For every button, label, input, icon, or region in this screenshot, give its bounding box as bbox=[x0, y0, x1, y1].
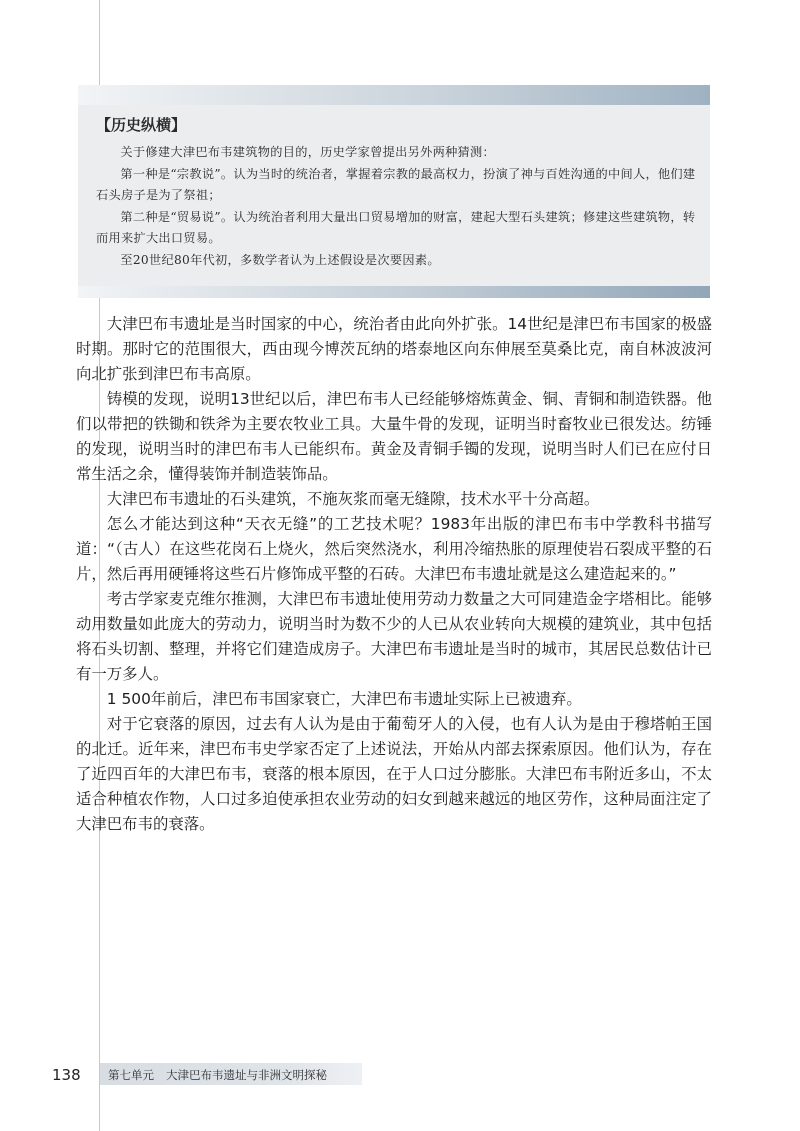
body-paragraph: 1 500年前后，津巴布韦国家衰亡，大津巴布韦遗址实际上已被遗弃。 bbox=[106, 690, 582, 708]
sidebar-bottom-band bbox=[78, 286, 710, 298]
main-text bbox=[76, 312, 712, 837]
sidebar-paragraph: 第二种是“贸易说”。认为统治者利用大量出口贸易增加的财富，建起大型石头建筑；修建这些建筑物，转而用来扩大出口贸易。 bbox=[96, 209, 696, 245]
chapter-label: 大津巴布韦遗址与非洲文明探秘 bbox=[166, 1068, 327, 1082]
body-paragraph: 考古学家麦克维尔推测，大津巴布韦遗址使用劳动力数量之大可同建造金字塔相比。能够动用数量如此庞大的劳动力，说明当时为数不少的人已从农业转向大规模的建筑业，其中包括将石头切割、整理，并将它们建造成房子。大津巴布韦遗址是当时的城市，其居民总数估计已有一万多人。 bbox=[76, 590, 712, 683]
sidebar-title: 【历史纵横】 bbox=[96, 116, 187, 134]
unit-label: 第七单元 bbox=[108, 1068, 154, 1082]
body-paragraph: 对于它衰落的原因，过去有人认为是由于葡萄牙人的入侵，也有人认为是由于穆塔帕王国的北迁。近年来，津巴布韦史学家否定了上述说法，开始从内部去探索原因。他们认为，存在了近四百年的大津巴布韦，衰落的根本原因，在于人口过分膨胀。大津巴布韦附近多山，不太适合种植农作物，人口过多迫使承担农业劳动的妇女到越来越远的地区劳作，这种局面注定了大津巴布韦的衰落。 bbox=[76, 715, 712, 833]
sidebar-paragraph: 至20世纪80年代初，多数学者认为上述假设是次要因素。 bbox=[120, 252, 440, 267]
sidebar-top-band bbox=[78, 85, 710, 105]
sidebar-body bbox=[96, 142, 696, 271]
body-paragraph: 大津巴布韦遗址的石头建筑，不施灰浆而毫无缝隙，技术水平十分高超。 bbox=[106, 490, 600, 508]
sidebar-paragraph: 第一种是“宗教说”。认为当时的统治者，掌握着宗教的最高权力，扮演了神与百姓沟通的中间人，他们建石头房子是为了祭祖； bbox=[96, 166, 696, 202]
running-footer bbox=[108, 1067, 327, 1083]
sidebar-paragraph: 关于修建大津巴布韦建筑物的目的，历史学家曾提出另外两种猜测： bbox=[120, 145, 496, 159]
body-paragraph: 怎么才能达到这种“天衣无缝”的工艺技术呢？1983年出版的津巴布韦中学教科书描写道：“（古人）在这些花岗石上烧火，然后突然浇水，利用冷缩热胀的原理使岩石裂成平整的石片，然后再用硬锤将这些石片修饰成平整的石砖。大津巴布韦遗址就是这么建造起来的。” bbox=[76, 515, 712, 583]
body-paragraph: 大津巴布韦遗址是当时国家的中心，统治者由此向外扩张。14世纪是津巴布韦国家的极盛时期。那时它的范围很大，西由现今博茨瓦纳的塔泰地区向东伸展至莫桑比克，南自林波波河向北扩张到津巴布韦高原。 bbox=[76, 315, 712, 383]
page-number: 138 bbox=[52, 1066, 81, 1084]
body-paragraph: 铸模的发现，说明13世纪以后，津巴布韦人已经能够熔炼黄金、铜、青铜和制造铁器。他们以带把的铁锄和铁斧为主要农牧业工具。大量牛骨的发现，证明当时畜牧业已很发达。纺锤的发现，说明当时的津巴布韦人已能织布。黄金及青铜手镯的发现，说明当时人们已在应付日常生活之余，懂得装饰并制造装饰品。 bbox=[76, 390, 712, 483]
